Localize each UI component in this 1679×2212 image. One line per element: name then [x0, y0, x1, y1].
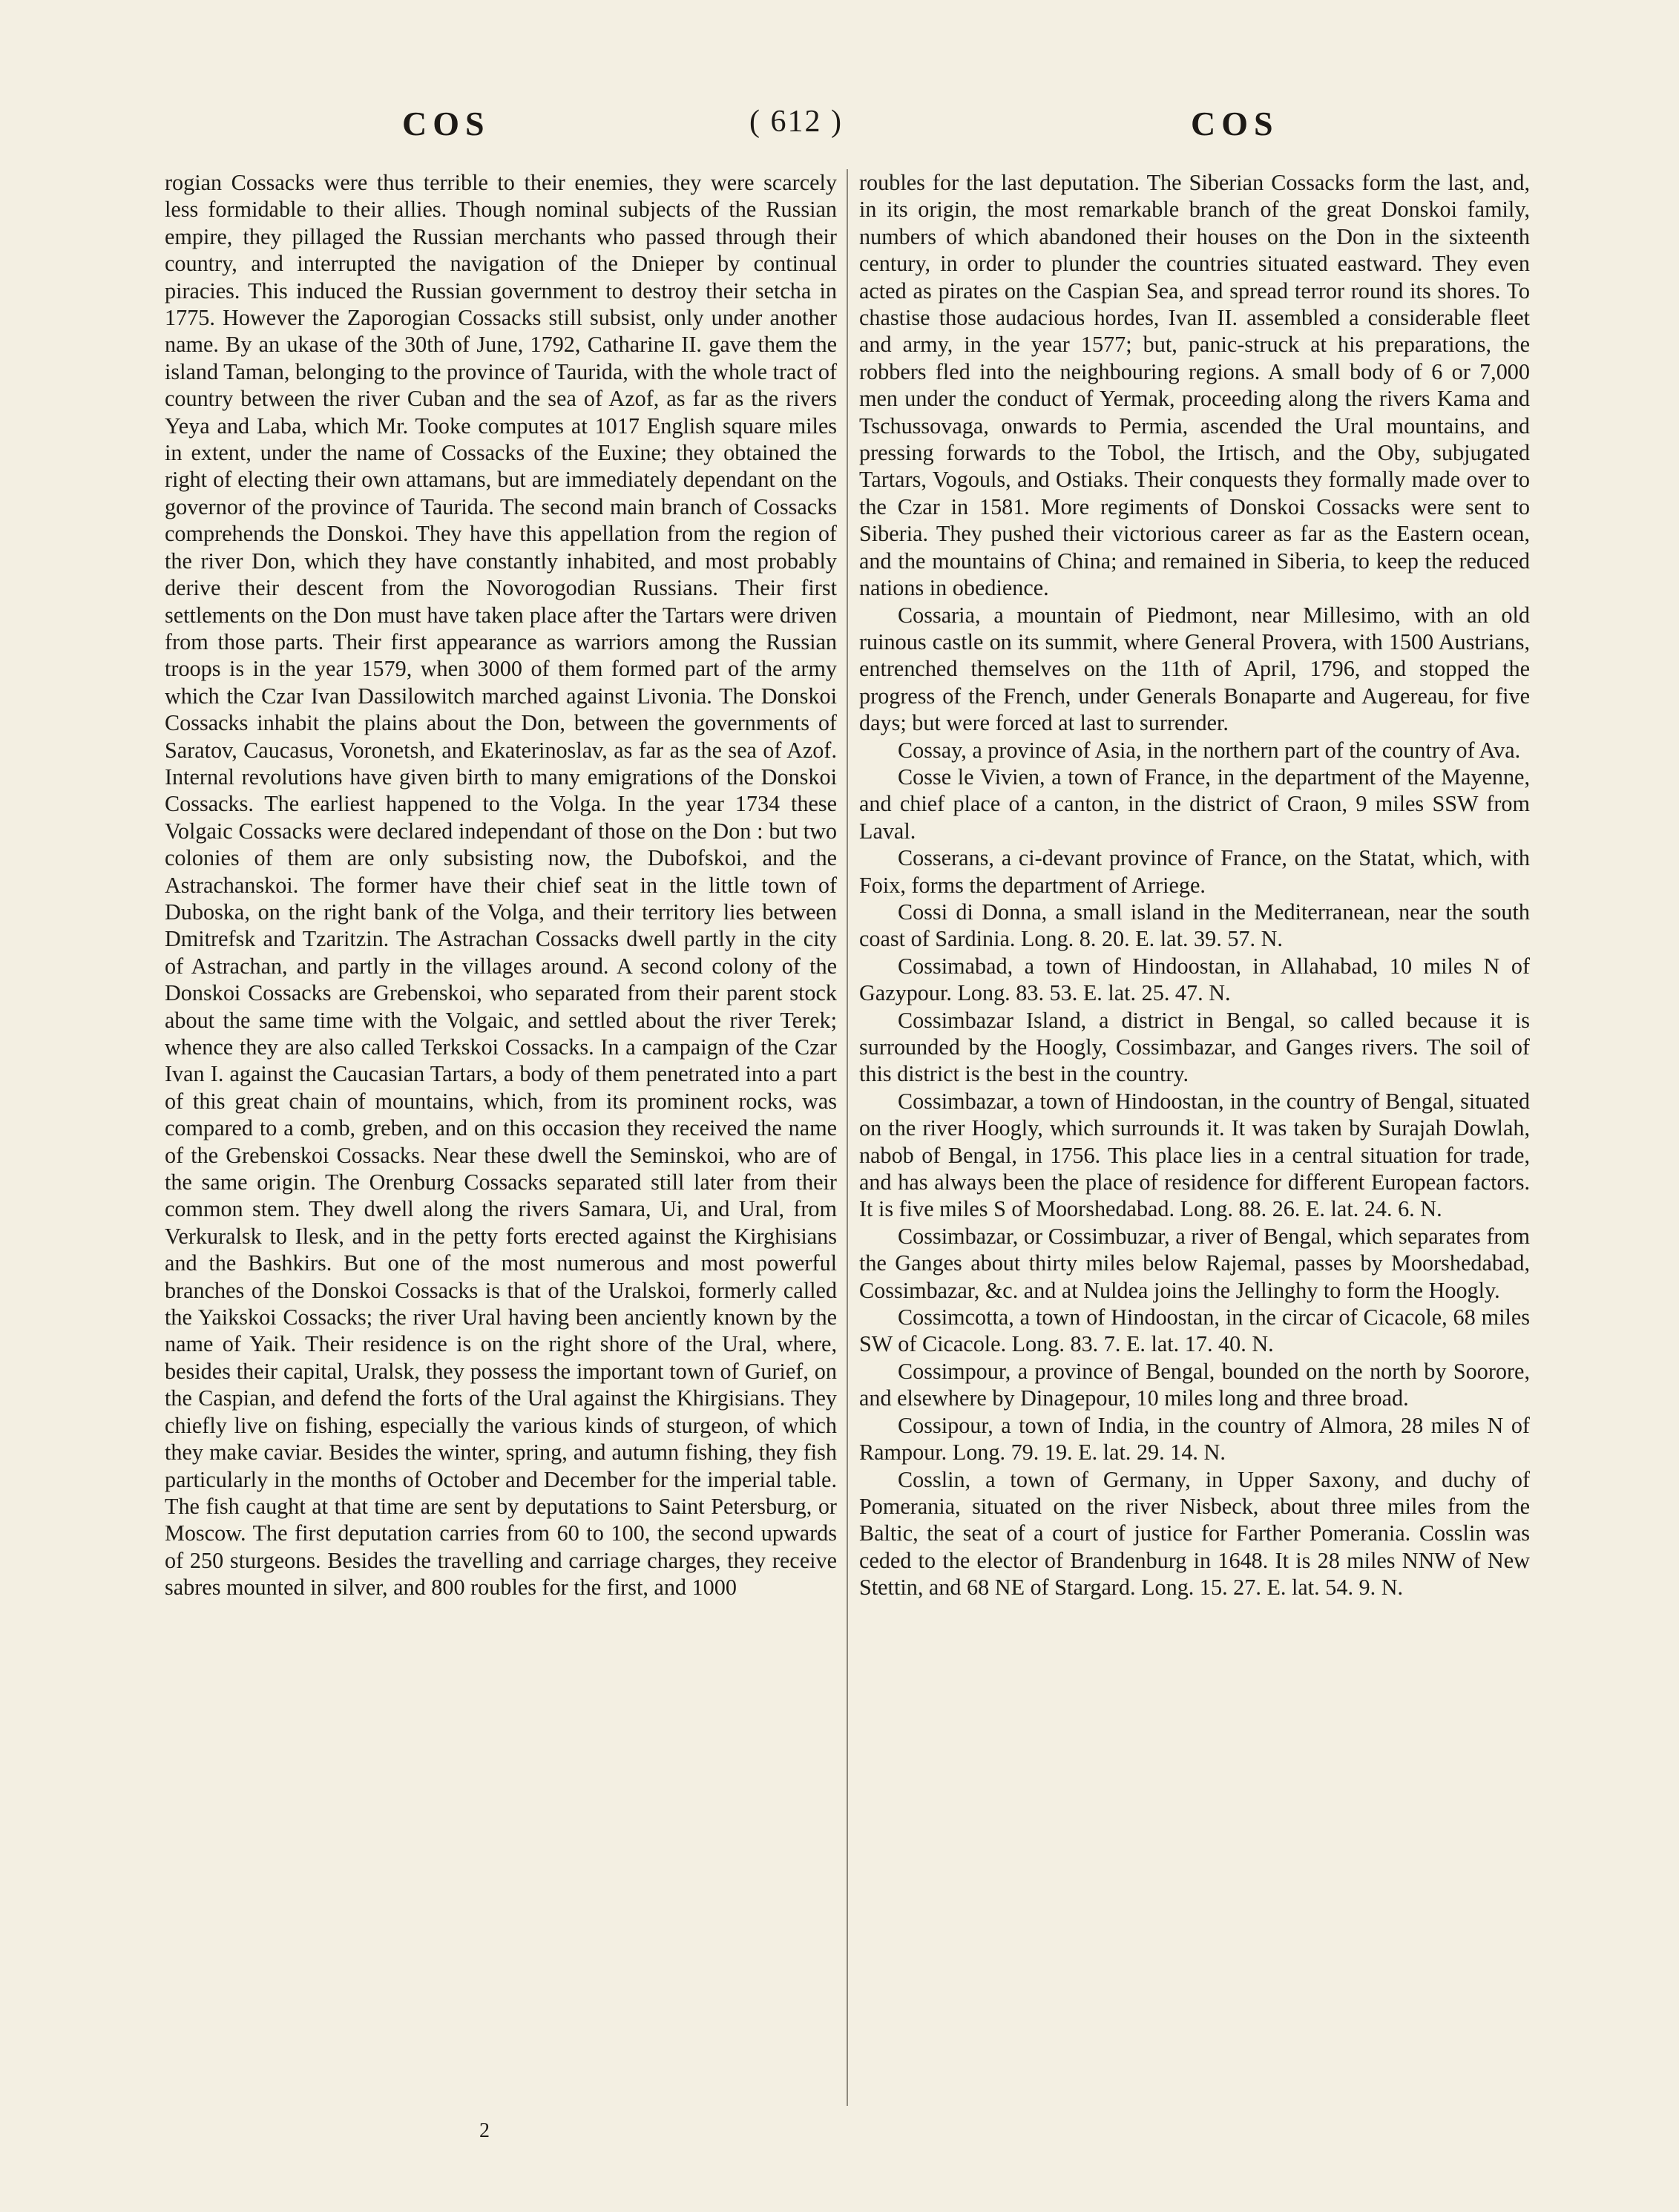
- entry-cossimbazar-river: Cossimbazar, or Cossimbuzar, a river of Bengal, which separates from the Ganges about thirty miles below Rajemal, passes by Moorshedabad, Cossimbazar, &c. and at Nuldea joins the Jellinghy to form the Hoogly.: [859, 1223, 1530, 1303]
- entry-cossay: Cossay, a province of Asia, in the northern part of the country of Ava.: [898, 737, 1521, 763]
- page-number: ( 612 ): [749, 105, 843, 139]
- paragraph-siberian-cossacks: roubles for the last deputation. The Siberian Cossacks form the last, and, in its origin, the most remarkable branch of the great Donskoi family, numbers of which abandoned their houses on the Don in the sixteenth century, in order to plunder the countries situated eastward. They even acted as pirates on the Caspian Sea, and spread terror round its shores. To chastise those audacious hordes, Ivan II. assembled a considerable fleet and army, in the year 1577; but, panic-struck at his preparations, the robbers fled into the neighbouring regions. A small body of 6 or 7,000 men under the conduct of Yermak, proceeding along the rivers Kama and Tschussovaga, onwards to Permia, ascended the Ural mountains, and pressing forwards to the Tobol, the Irtisch, and the Oby, subjugated Tartars, Vogouls, and Ostiaks. Their conquests they formally made over to the Czar in 1581. More regiments of Donskoi Cossacks were sent to Siberia. They pushed their victorious career as far as the Eastern ocean, and the mountains of China; and remained in Siberia, to keep the reduced nations in obedience.: [859, 170, 1530, 601]
- entry-cossimabad: Cossimabad, a town of Hindoostan, in Allahabad, 10 miles N of Gazypour. Long. 83. 53. E. lat. 25. 47. N.: [859, 953, 1530, 1006]
- entry-cosserans: Cosserans, a ci-devant province of France, on the Statat, which, with Foix, forms the department of Arriege.: [859, 845, 1530, 898]
- entry-cossimbazar-town: Cossimbazar, a town of Hindoostan, in the country of Bengal, situated on the river Hoogly, which surrounds it. It was taken by Surajah Dowlah, nabob of Bengal, in 1756. This place lies in a central situation for trade, and has always been the place of residence for different European factors. It is five miles S of Moorshedabad. Long. 88. 26. E. lat. 24. 6. N.: [859, 1088, 1530, 1222]
- left-column: [165, 169, 837, 1601]
- entry-cossimpour: Cossimpour, a province of Bengal, bounded on the north by Soorore, and elsewhere by Dinagepour, 10 miles long and three broad.: [859, 1358, 1530, 1411]
- entry-cosslin: Cosslin, a town of Germany, in Upper Saxony, and duchy of Pomerania, situated on the river Nisbeck, about three miles from the Baltic, the seat of a court of justice for Farther Pomerania. Cosslin was ceded to the elector of Brandenburg in 1648. It is 28 miles NNW of New Stettin, and 68 NE of Stargard. Long. 15. 27. E. lat. 54. 9. N.: [859, 1466, 1530, 1601]
- entry-cossimbazar-island: Cossimbazar Island, a district in Bengal, so called because it is surrounded by the Hoogly, Cossimbazar, and Ganges rivers. The soil of this district is the best in the country.: [859, 1007, 1530, 1087]
- signature-mark: 2: [479, 2119, 490, 2142]
- column-divider: [847, 169, 848, 2106]
- entry-cossaria: Cossaria, a mountain of Piedmont, near Millesimo, with an old ruinous castle on its summit, where General Provera, with 1500 Austrians, entrenched themselves on the 11th of April, 1796, and stopped the progress of the French, under Generals Bonaparte and Augereau, for five days; but were forced at last to surrender.: [859, 602, 1530, 736]
- running-header: [0, 104, 1679, 156]
- entry-cossimcotta: Cossimcotta, a town of Hindoostan, in the circar of Cicacole, 68 miles SW of Cicacole. Long. 83. 7. E. lat. 17. 40. N.: [859, 1304, 1530, 1357]
- entry-cossipour: Cossipour, a town of India, in the country of Almora, 28 miles N of Rampour. Long. 79. 19. E. lat. 29. 14. N.: [859, 1412, 1530, 1466]
- header-left-word: COS: [402, 105, 490, 142]
- entry-cosse-le-vivien: Cosse le Vivien, a town of France, in the department of the Mayenne, and chief place of a canton, in the district of Craon, 9 miles SSW from Laval.: [859, 764, 1530, 844]
- header-right-word: COS: [1191, 105, 1279, 142]
- entry-cossi-di-donna: Cossi di Donna, a small island in the Mediterranean, near the south coast of Sardinia. Long. 8. 20. E. lat. 39. 57. N.: [859, 899, 1530, 952]
- right-column: [859, 169, 1530, 1601]
- left-column-text: rogian Cossacks were thus terrible to their enemies, they were scarcely less formidable to their allies. Though nominal subjects of the Russian empire, they pillaged the Russian merchants who passed through their country, and interrupted the navigation of the Dnieper by continual piracies. This induced the Russian government to destroy their setcha in 1775. However the Zaporogian Cossacks still subsist, only under another name. By an ukase of the 30th of June, 1792, Catharine II. gave them the island Taman, belonging to the province of Taurida, with the whole tract of country between the river Cuban and the sea of Azof, as far as the rivers Yeya and Laba, which Mr. Tooke computes at 1017 English square miles in extent, under the name of Cossacks of the Euxine; they obtained the right of electing their own attamans, but are immediately dependant on the governor of the province of Taurida. The second main branch of Cossacks comprehends the Donskoi. They have this appellation from the region of the river Don, which they have constantly inhabited, and most probably derive their descent from the Novorogodian Russians. Their first settlements on the Don must have taken place after the Tartars were driven from those parts. Their first appearance as warriors among the Russian troops is in the year 1579, when 3000 of them formed part of the army which the Czar Ivan Dassilowitch marched against Livonia. The Donskoi Cossacks inhabit the plains about the Don, between the governments of Saratov, Caucasus, Voronetsh, and Ekaterinoslav, as far as the sea of Azof. Internal revolutions have given birth to many emigrations of the Donskoi Cossacks. The earliest happened to the Volga. In the year 1734 these Volgaic Cossacks were declared independant of those on the Don : but two colonies of them are only subsisting now, the Dubofskoi, and the Astrachanskoi. The former have their chief seat in the little town of Duboska, on the right bank of the Volga, and their territory lies between Dmitrefsk and Tzaritzin. The Astrachan Cossacks dwell partly in the city of Astrachan, and partly in the villages around. A second colony of the Donskoi Cossacks are Grebenskoi, who separated from their parent stock about the same time with the Volgaic, and settled about the river Terek; whence they are also called Terkskoi Cossacks. In a campaign of the Czar Ivan I. against the Caucasian Tartars, a body of them penetrated into a part of this great chain of mountains, which, from its prominent rocks, was compared to a comb, greben, and on this occasion they received the name of the Grebenskoi Cossacks. Near these dwell the Seminskoi, who are of the same origin. The Orenburg Cossacks separated still later from their common stem. They dwell along the rivers Samara, Ui, and Ural, from Verkuralsk to Ilesk, and in the petty forts erected against the Kirghisians and the Bashkirs. But one of the most numerous and most powerful branches of the Donskoi Cossacks is that of the Uralskoi, formerly called the Yaikskoi Cossacks; the river Ural having been anciently known by the name of Yaik. Their residence is on the right shore of the Ural, where, besides their capital, Uralsk, they possess the important town of Gurief, on the Caspian, and defend the forts of the Ural against the Khirgisians. They chiefly live on fishing, especially the various kinds of sturgeon, of which they make caviar. Besides the winter, spring, and autumn fishing, they fish particularly in the months of October and December for the imperial table. The fish caught at that time are sent by deputations to Saint Petersburg, or Moscow. The first deputation carries from 60 to 100, the second upwards of 250 sturgeons. Besides the travelling and carriage charges, they receive sabres mounted in silver, and 800 roubles for the first, and 1000: [165, 170, 837, 1601]
